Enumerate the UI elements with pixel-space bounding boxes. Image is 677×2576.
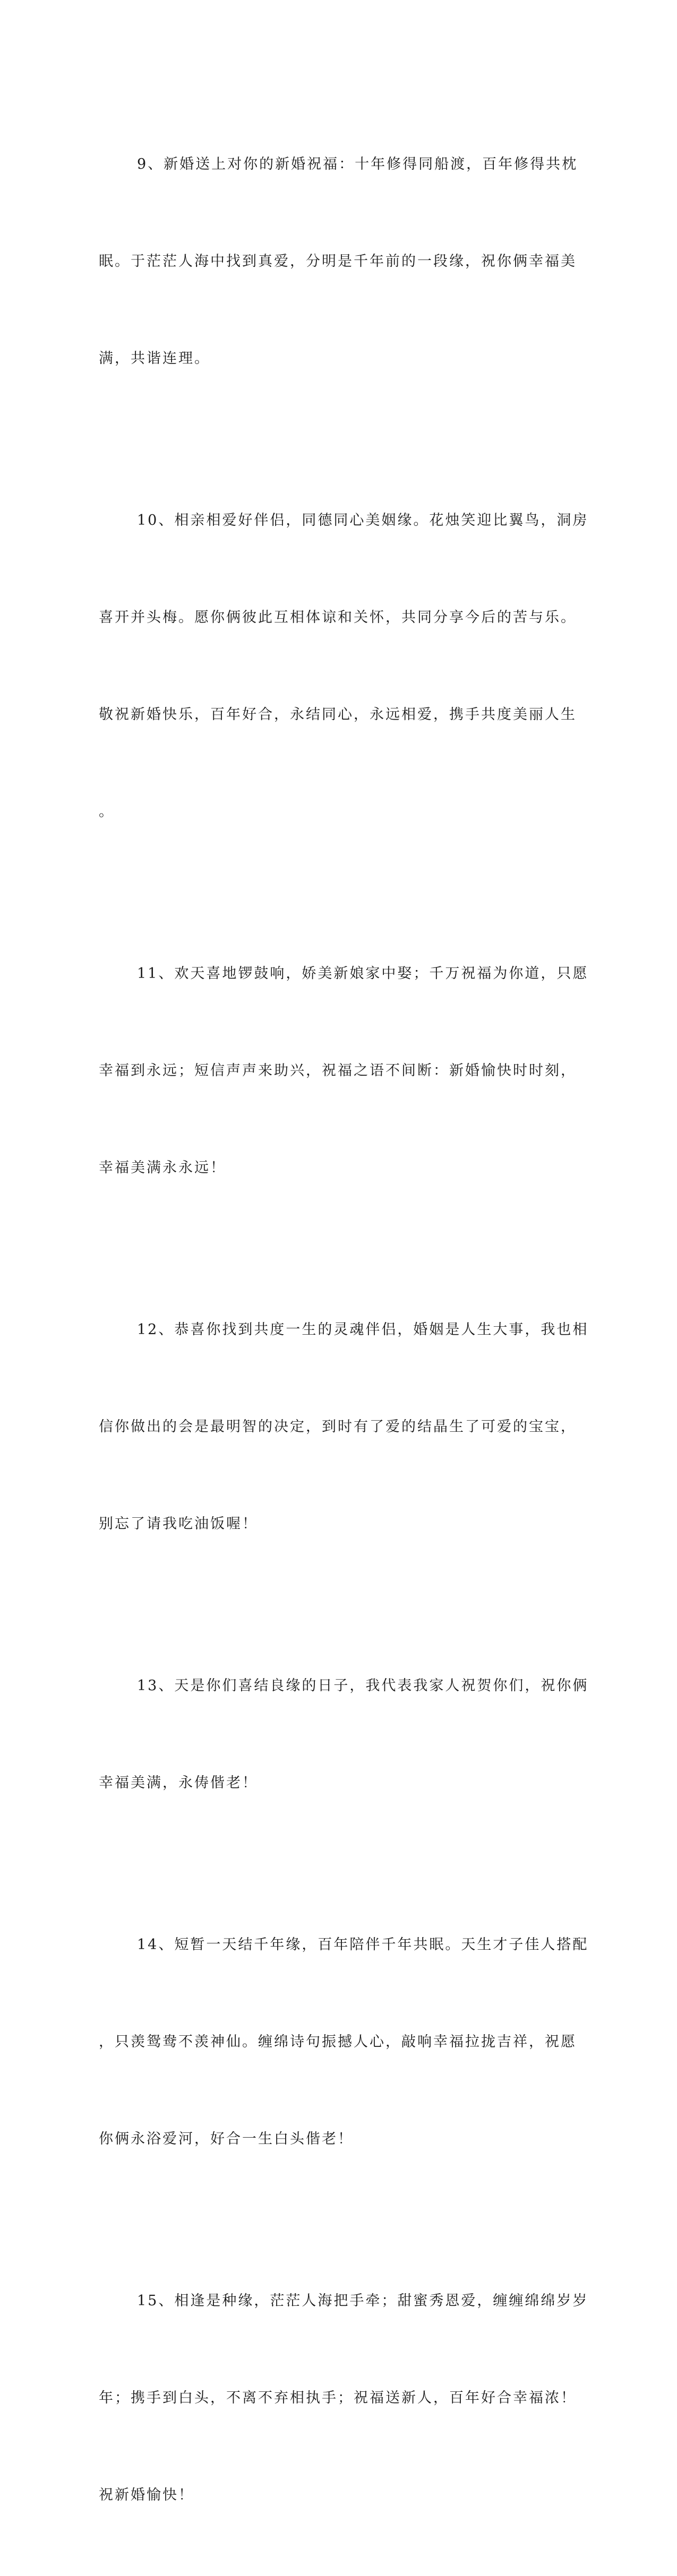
paragraph-line: 满，共谐连理。 — [99, 350, 210, 367]
paragraph-line: 11、欢天喜地锣鼓响，娇美新娘家中娶；千万祝福为你道，只愿 — [137, 965, 589, 982]
paragraph-line: 幸福到永远；短信声声来助兴，祝福之语不间断：新婚愉快时时刻， — [99, 1062, 577, 1079]
paragraph-13 — [99, 1605, 589, 1864]
paragraph-line: 喜开并头梅。愿你俩彼此互相体谅和关怀，共同分享今后的苦与乐。 — [99, 609, 577, 626]
paragraph-14 — [99, 1864, 589, 2220]
paragraph-line: 你俩永浴爱河，好合一生白头偕老！ — [99, 2131, 354, 2147]
paragraph-line: 敬祝新婚快乐，百年好合，永结同心，永远相爱，携手共度美丽人生 — [99, 706, 577, 723]
paragraph-line: 信你做出的会是最明智的决定，到时有了爱的结晶生了可爱的宝宝， — [99, 1419, 577, 1435]
paragraph-12 — [99, 1249, 589, 1605]
document-body — [99, 83, 589, 2576]
paragraph-line: 12、恭喜你找到共度一生的灵魂伴侣，婚姻是人生大事，我也相 — [137, 1321, 589, 1338]
paragraph-line: 年；携手到白头，不离不弃相执手；祝福送新人，百年好合幸福浓！ — [99, 2390, 577, 2406]
paragraph-line: 祝新婚愉快！ — [99, 2487, 194, 2503]
paragraph-9 — [99, 83, 578, 439]
paragraph-line: 别忘了请我吃油饭喔！ — [99, 1516, 258, 1532]
paragraph-line: 。 — [99, 803, 115, 820]
paragraph-line: 15、相逢是种缘，茫茫人海把手牵；甜蜜秀恩爱，缠缠绵绵岁岁 — [137, 2293, 589, 2309]
paragraph-line: ，只羡鸳鸯不羡神仙。缠绵诗句振撼人心，敲响幸福拉拢吉祥，祝愿 — [99, 2034, 577, 2050]
paragraph-15 — [99, 2220, 589, 2576]
paragraph-line: 10、相亲相爱好伴侣，同德同心美姻缘。花烛笑迎比翼鸟，洞房 — [137, 512, 589, 529]
paragraph-line: 眠。于茫茫人海中找到真爱，分明是千年前的一段缘，祝你俩幸福美 — [99, 253, 577, 270]
paragraph-line: 14、短暂一天结千年缘，百年陪伴千年共眠。天生才子佳人搭配 — [137, 1937, 589, 1953]
paragraph-line: 幸福美满，永俦偕老！ — [99, 1775, 258, 1791]
paragraph-11 — [99, 893, 589, 1249]
paragraph-line: 9、新婚送上对你的新婚祝福：十年修得同船渡，百年修得共枕 — [137, 156, 578, 172]
paragraph-line: 13、天是你们喜结良缘的日子，我代表我家人祝贺你们，祝你俩 — [137, 1678, 589, 1694]
paragraph-10 — [99, 439, 589, 893]
paragraph-line: 幸福美满永永远！ — [99, 1160, 226, 1176]
